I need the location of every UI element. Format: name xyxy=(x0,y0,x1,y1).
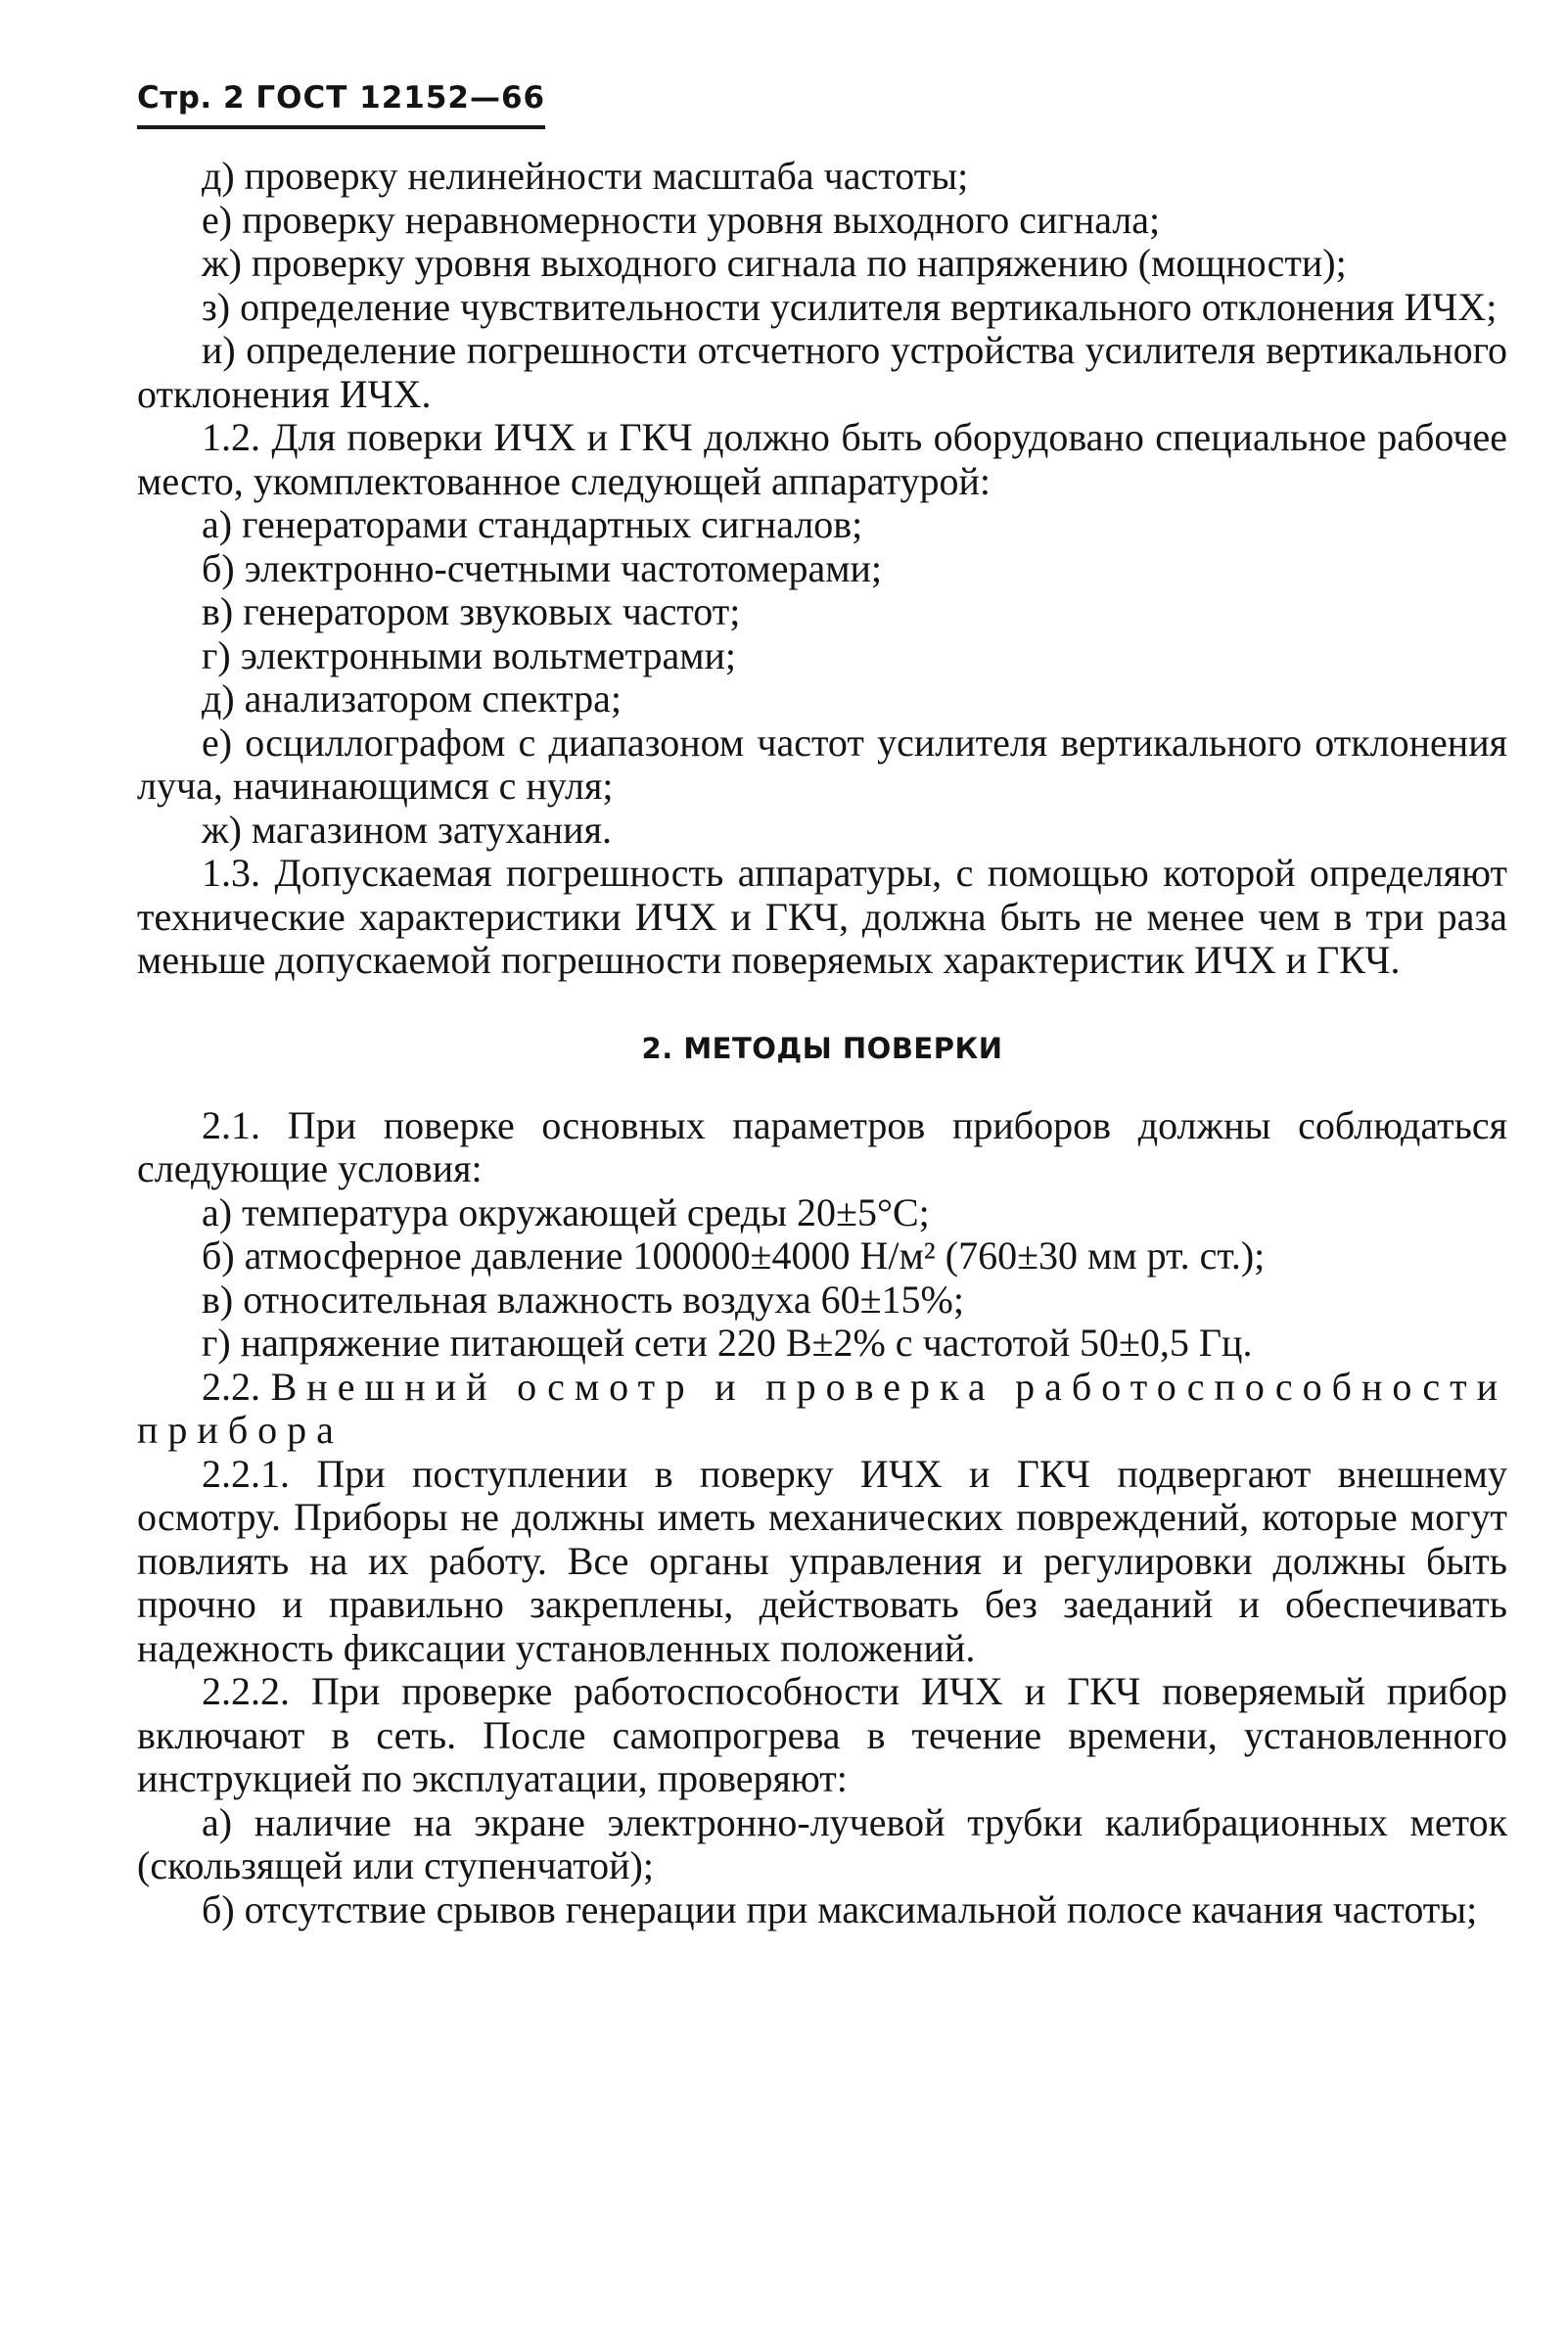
condition-v-humidity: в) относительная влажность воздуха 60±15%; xyxy=(202,1277,964,1322)
clause-2-2-2: 2.2.2. При проверке работоспособности ИЧХ и ГКЧ поверяемый прибор включают в сеть. После самопрогрева в течение времени, установленного инструкцией по эксплуатации, проверяют: xyxy=(137,1669,1507,1800)
equipment-item-e: е) осциллографом с диапазоном частот усилителя вертикального отклонения луча, начинающимся с нуля; xyxy=(137,720,1507,808)
condition-g-voltage: г) напряжение питающей сети 220 В±2% с частотой 50±0,5 Гц. xyxy=(202,1321,1253,1365)
clause-2-2-1: 2.2.1. При поступлении в поверку ИЧХ и ГКЧ подвергают внешнему осмотру. Приборы не должны иметь механических повреждений, которые могут повлиять на их работу. Все органы управления и регулировки должны быть прочно и правильно закреплены, действовать без заеданий и обеспечивать надежность фиксации установленных положений. xyxy=(137,1451,1507,1670)
equipment-item-v: в) генератором звуковых частот; xyxy=(202,589,741,633)
item-i-reading-error: и) определение погрешности отсчетного устройства усилителя вертикального отклонения ИЧХ. xyxy=(137,328,1507,416)
clause-2-1: 2.1. При поверке основных параметров приборов должны соблюдаться следующие условия: xyxy=(137,1102,1507,1190)
clause-1-2: 1.2. Для поверки ИЧХ и ГКЧ должно быть оборудовано специальное рабочее место, укомплектованное следующей аппаратурой: xyxy=(137,415,1507,503)
standard-number: ГОСТ 12152—66 xyxy=(255,80,546,116)
condition-b-pressure: б) атмосферное давление 100000±4000 Н/м² (760±30 мм рт. ст.); xyxy=(202,1233,1266,1278)
clause-1-3: 1.3. Допускаемая погрешность аппаратуры, с помощью которой определяют технические характеристики ИЧХ и ГКЧ, должна быть не менее чем в три раза меньше допускаемой погрешности поверяемых характеристик ИЧХ и ГКЧ. xyxy=(137,851,1507,982)
check-item-a: а) наличие на экране электронно-лучевой трубки калибрационных меток (скользящей или ступенчатой); xyxy=(137,1799,1507,1887)
subsection-number: 2.2. xyxy=(202,1364,260,1409)
condition-a-temperature: а) температура окружающей среды 20±5°С; xyxy=(202,1189,930,1234)
equipment-item-zh: ж) магазином затухания. xyxy=(202,807,612,852)
item-zh-output-level: ж) проверку уровня выходного сигнала по напряжению (мощности); xyxy=(202,241,1347,285)
item-z-sensitivity: з) определение чувствительности усилителя вертикального отклонения ИЧХ; xyxy=(202,284,1498,329)
page-number-label: Стр. 2 xyxy=(137,80,246,116)
document-body xyxy=(137,155,1507,1931)
equipment-item-g: г) электронными вольтметрами; xyxy=(202,632,737,677)
item-e-unevenness: е) проверку неравномерности уровня выходного сигнала; xyxy=(202,197,1161,242)
equipment-item-b: б) электронно-счетными частотомерами; xyxy=(202,545,883,590)
subsection-title: Внешний осмотр и проверка работоспособности прибора xyxy=(137,1364,1508,1452)
equipment-item-d: д) анализатором спектра; xyxy=(202,676,622,721)
item-d-nonlinearity: д) проверку нелинейности масштаба частоты; xyxy=(202,154,969,198)
equipment-item-a: а) генераторами стандартных сигналов; xyxy=(202,502,863,546)
check-item-b: б) отсутствие срывов генерации при максимальной полосе качания частоты; xyxy=(202,1886,1478,1931)
subsection-heading xyxy=(137,1366,1507,1453)
section-title: 2. МЕТОДЫ ПОВЕРКИ xyxy=(641,1031,1003,1065)
page-header xyxy=(137,80,545,129)
